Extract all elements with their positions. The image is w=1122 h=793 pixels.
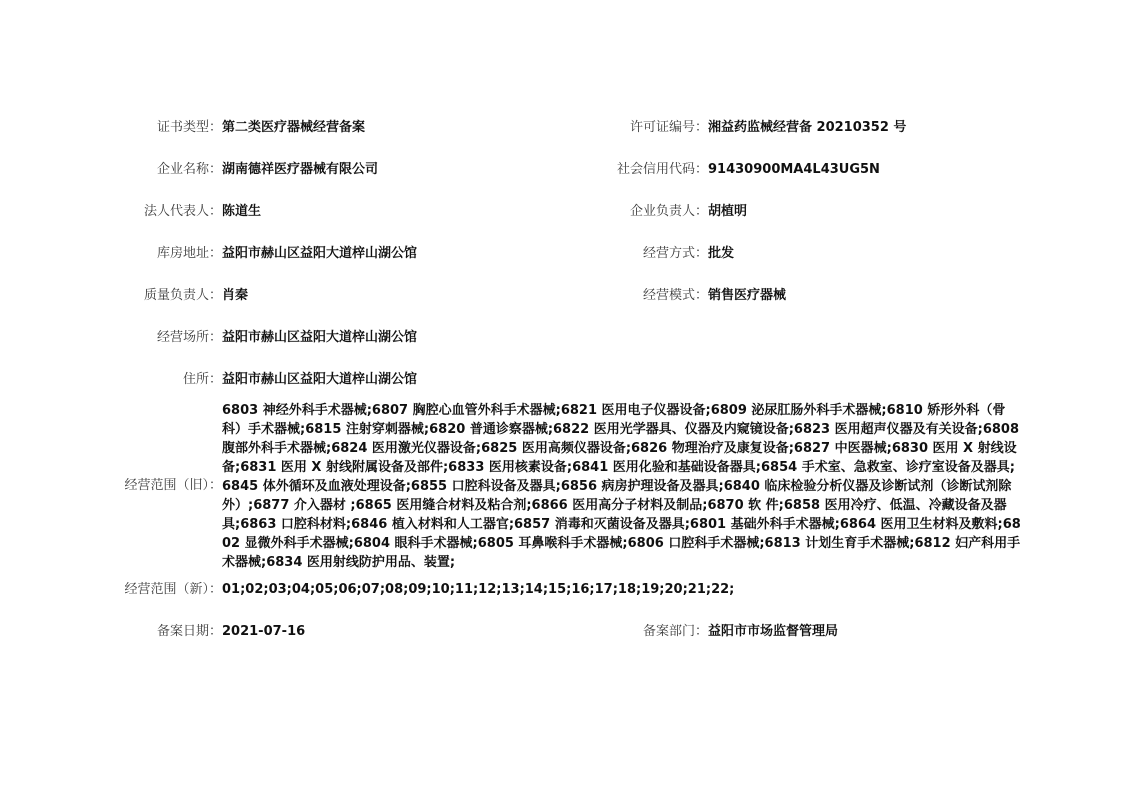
business-mode-label: 经营模式： [642,288,708,303]
residence-value: 益阳市赫山区益阳大道梓山湖公馆 [222,372,418,387]
scope-new-value: 01;02;03;04;05;06;07;08;09;10;11;12;13;14;15;16;17;18;19;20;21;22; [222,582,735,597]
company-name-value: 湖南德祥医疗器械有限公司 [222,162,379,177]
business-method-label: 经营方式： [642,246,708,261]
credit-code-label: 社会信用代码： [616,162,708,177]
scope-new-field [124,580,735,599]
cert-type-value: 第二类医疗器械经营备案 [222,120,366,135]
scope-old-value: 6803 神经外科手术器械;6807 胸腔心血管外科手术器械;6821 医用电子仪器设备;6809 泌尿肛肠外科手术器械;6810 矫形外科（骨科）手术器械;6815 注射穿刺器械;6820 普通诊察器械;6822 医用光学器具、仪器及内窥镜设备;6823 医用超声仪器及有关设备;6808 腹部外科手术器械;6824 医用激光仪器设备;6825 医用高频仪器设备;6826 物理治疗及康复设备;6827 中医器械;6830 医用 X 射线设备;6831 医用 X 射线附属设备及部件;6833 医用核素设备;6841 医用化验和基础设备器具;6854 手术室、急救室、诊疗室设备及器具;6845 体外循环及血液处理设备;6855 口腔科设备及器具;6856 病房护理设备及器具;6840 临床检验分析仪器及诊断试剂（诊断试剂除外）;6877 介入器材 ;6865 医用缝合材料及粘合剂;6866 医用高分子材料及制品;6870 软 件;6858 医用冷疗、低温、冷藏设备及器具;6863 口腔科材料;6846 植入材料和人工器官;6857 消毒和灭菌设备及器具;6801 基础外科手术器械;6864 医用卫生材料及敷料;6802 显微外科手术器械;6804 眼科手术器械;6805 耳鼻喉科手术器械;6806 口腔科手术器械;6813 计划生育手术器械;6812 妇产科用手术器械;6834 医用射线防护用品、装置; [222,403,1021,570]
credit-code-value: 91430900MA4L43UG5N [708,162,880,177]
license-no-label: 许可证编号： [629,120,708,135]
warehouse-addr-label: 库房地址： [156,246,222,261]
residence-label: 住所： [182,372,222,387]
business-place-label: 经营场所： [156,330,222,345]
company-name-field [156,160,379,179]
cert-type-label: 证书类型： [156,120,222,135]
scope-new-label: 经营范围（新）： [124,582,222,597]
quality-head-value: 肖秦 [222,288,249,303]
filing-date-value: 2021-07-16 [222,624,306,639]
business-place-field [156,328,418,347]
scope-old-label: 经营范围（旧）： [124,478,222,493]
business-mode-field [642,286,787,305]
filing-date-label: 备案日期： [156,624,222,639]
quality-head-field [143,286,249,305]
legal-rep-value: 陈道生 [222,204,262,219]
company-head-value: 胡植明 [708,204,748,219]
business-method-value: 批发 [708,246,735,261]
company-head-label: 企业负责人： [629,204,708,219]
legal-rep-label: 法人代表人： [143,204,222,219]
legal-rep-field [143,202,262,221]
filing-dept-label: 备案部门： [642,624,708,639]
license-no-field [629,118,907,137]
warehouse-addr-field [156,244,418,263]
filing-date-field [156,622,306,641]
filing-dept-value: 益阳市市场监督管理局 [708,624,839,639]
company-name-label: 企业名称： [156,162,222,177]
credit-code-field [616,160,880,179]
filing-dept-field [642,622,839,641]
license-no-value: 湘益药监械经营备 20210352 号 [708,120,907,135]
warehouse-addr-value: 益阳市赫山区益阳大道梓山湖公馆 [222,246,418,261]
quality-head-label: 质量负责人： [143,288,222,303]
business-mode-value: 销售医疗器械 [708,288,787,303]
business-place-value: 益阳市赫山区益阳大道梓山湖公馆 [222,330,418,345]
business-method-field [642,244,735,263]
residence-field [182,370,418,389]
company-head-field [629,202,748,221]
cert-type-field [156,118,366,137]
